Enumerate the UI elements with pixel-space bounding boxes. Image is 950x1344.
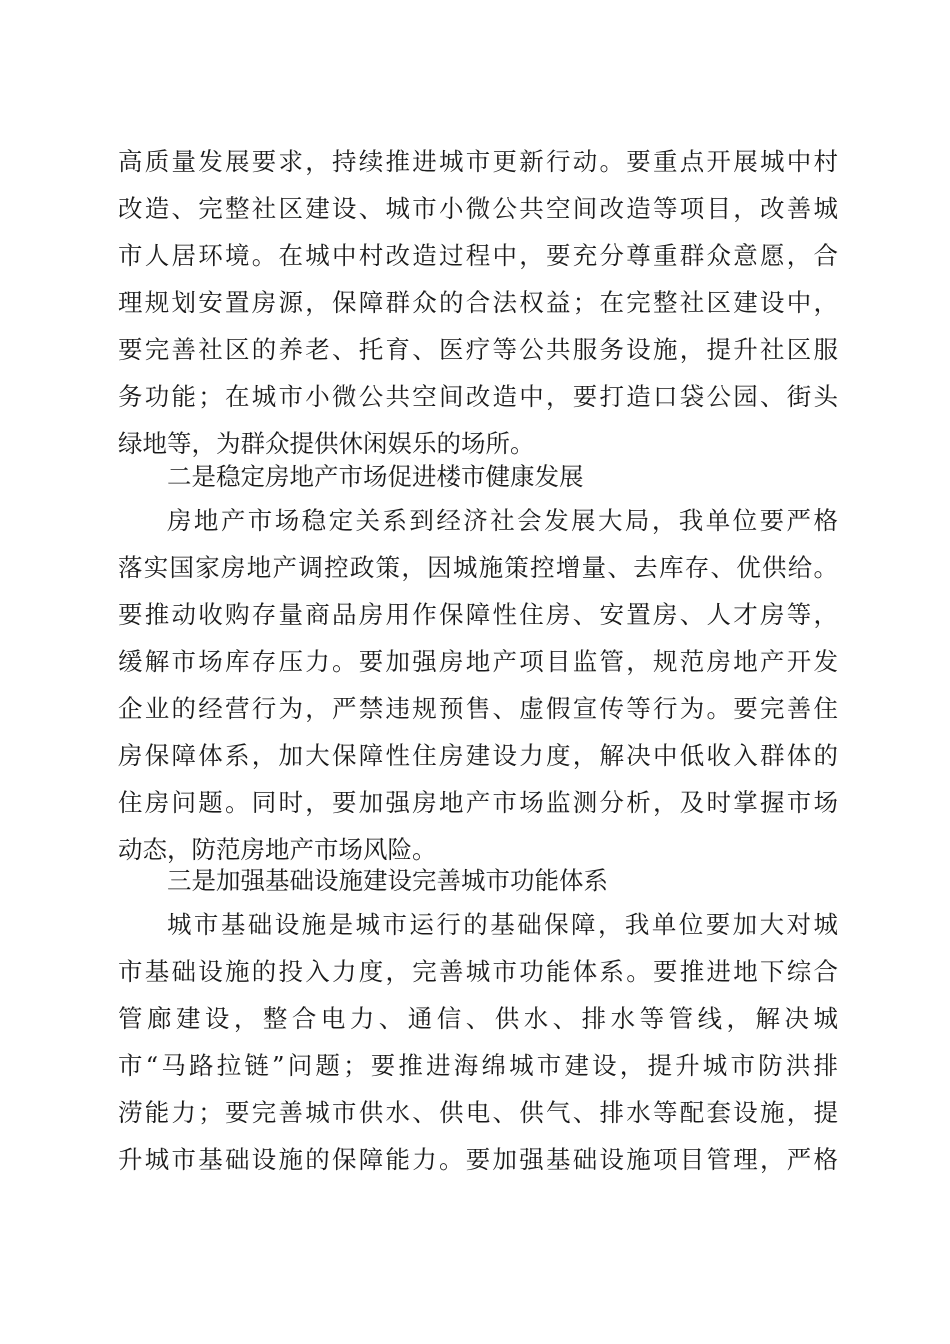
paragraph-1-line-3: 市人居环境。在城中村改造过程中，要充分尊重群众意愿，合	[118, 241, 838, 270]
paragraph-3-line-6: 升城市基础设施的保障能力。要加强基础设施项目管理，严格	[118, 1145, 838, 1174]
section-heading-3: 三是加强基础设施建设完善城市功能体系	[167, 866, 608, 895]
paragraph-2-line-6: 房保障体系，加大保障性住房建设力度，解决中低收入群体的	[118, 741, 838, 770]
paragraph-2-line-1: 房地产市场稳定关系到经济社会发展大局，我单位要严格	[167, 506, 838, 535]
paragraph-1-line-5: 要完善社区的养老、托育、医疗等公共服务设施，提升社区服	[118, 335, 838, 364]
paragraph-2-line-5: 企业的经营行为，严禁违规预售、虚假宣传等行为。要完善住	[118, 694, 838, 723]
paragraph-2-line-4: 缓解市场库存压力。要加强房地产项目监管，规范房地产开发	[118, 647, 838, 676]
paragraph-1-line-6: 务功能；在城市小微公共空间改造中，要打造口袋公园、街头	[118, 382, 838, 411]
paragraph-3-line-4: 市“马路拉链”问题；要推进海绵城市建设，提升城市防洪排	[118, 1051, 838, 1080]
paragraph-3-line-5: 涝能力；要完善城市供水、供电、供气、排水等配套设施，提	[118, 1098, 838, 1127]
paragraph-2-line-7: 住房问题。同时，要加强房地产市场监测分析，及时掌握市场	[118, 788, 838, 817]
paragraph-3-line-1: 城市基础设施是城市运行的基础保障，我单位要加大对城	[167, 910, 838, 939]
paragraph-2-line-3: 要推动收购存量商品房用作保障性住房、安置房、人才房等，	[118, 600, 838, 629]
paragraph-1-line-1: 高质量发展要求，持续推进城市更新行动。要重点开展城中村	[118, 147, 838, 176]
paragraph-1-line-4: 理规划安置房源，保障群众的合法权益；在完整社区建设中，	[118, 288, 838, 317]
paragraph-3-line-3: 管廊建设，整合电力、通信、供水、排水等管线，解决城	[118, 1004, 838, 1033]
section-heading-2: 二是稳定房地产市场促进楼市健康发展	[167, 462, 584, 491]
paragraph-1-line-2: 改造、完整社区建设、城市小微公共空间改造等项目，改善城	[118, 194, 838, 223]
paragraph-1-line-7: 绿地等，为群众提供休闲娱乐的场所。	[118, 429, 535, 458]
paragraph-3-line-2: 市基础设施的投入力度，完善城市功能体系。要推进地下综合	[118, 957, 838, 986]
paragraph-2-line-2: 落实国家房地产调控政策，因城施策控增量、去库存、优供给。	[118, 553, 838, 582]
paragraph-2-line-8: 动态，防范房地产市场风险。	[118, 835, 437, 864]
